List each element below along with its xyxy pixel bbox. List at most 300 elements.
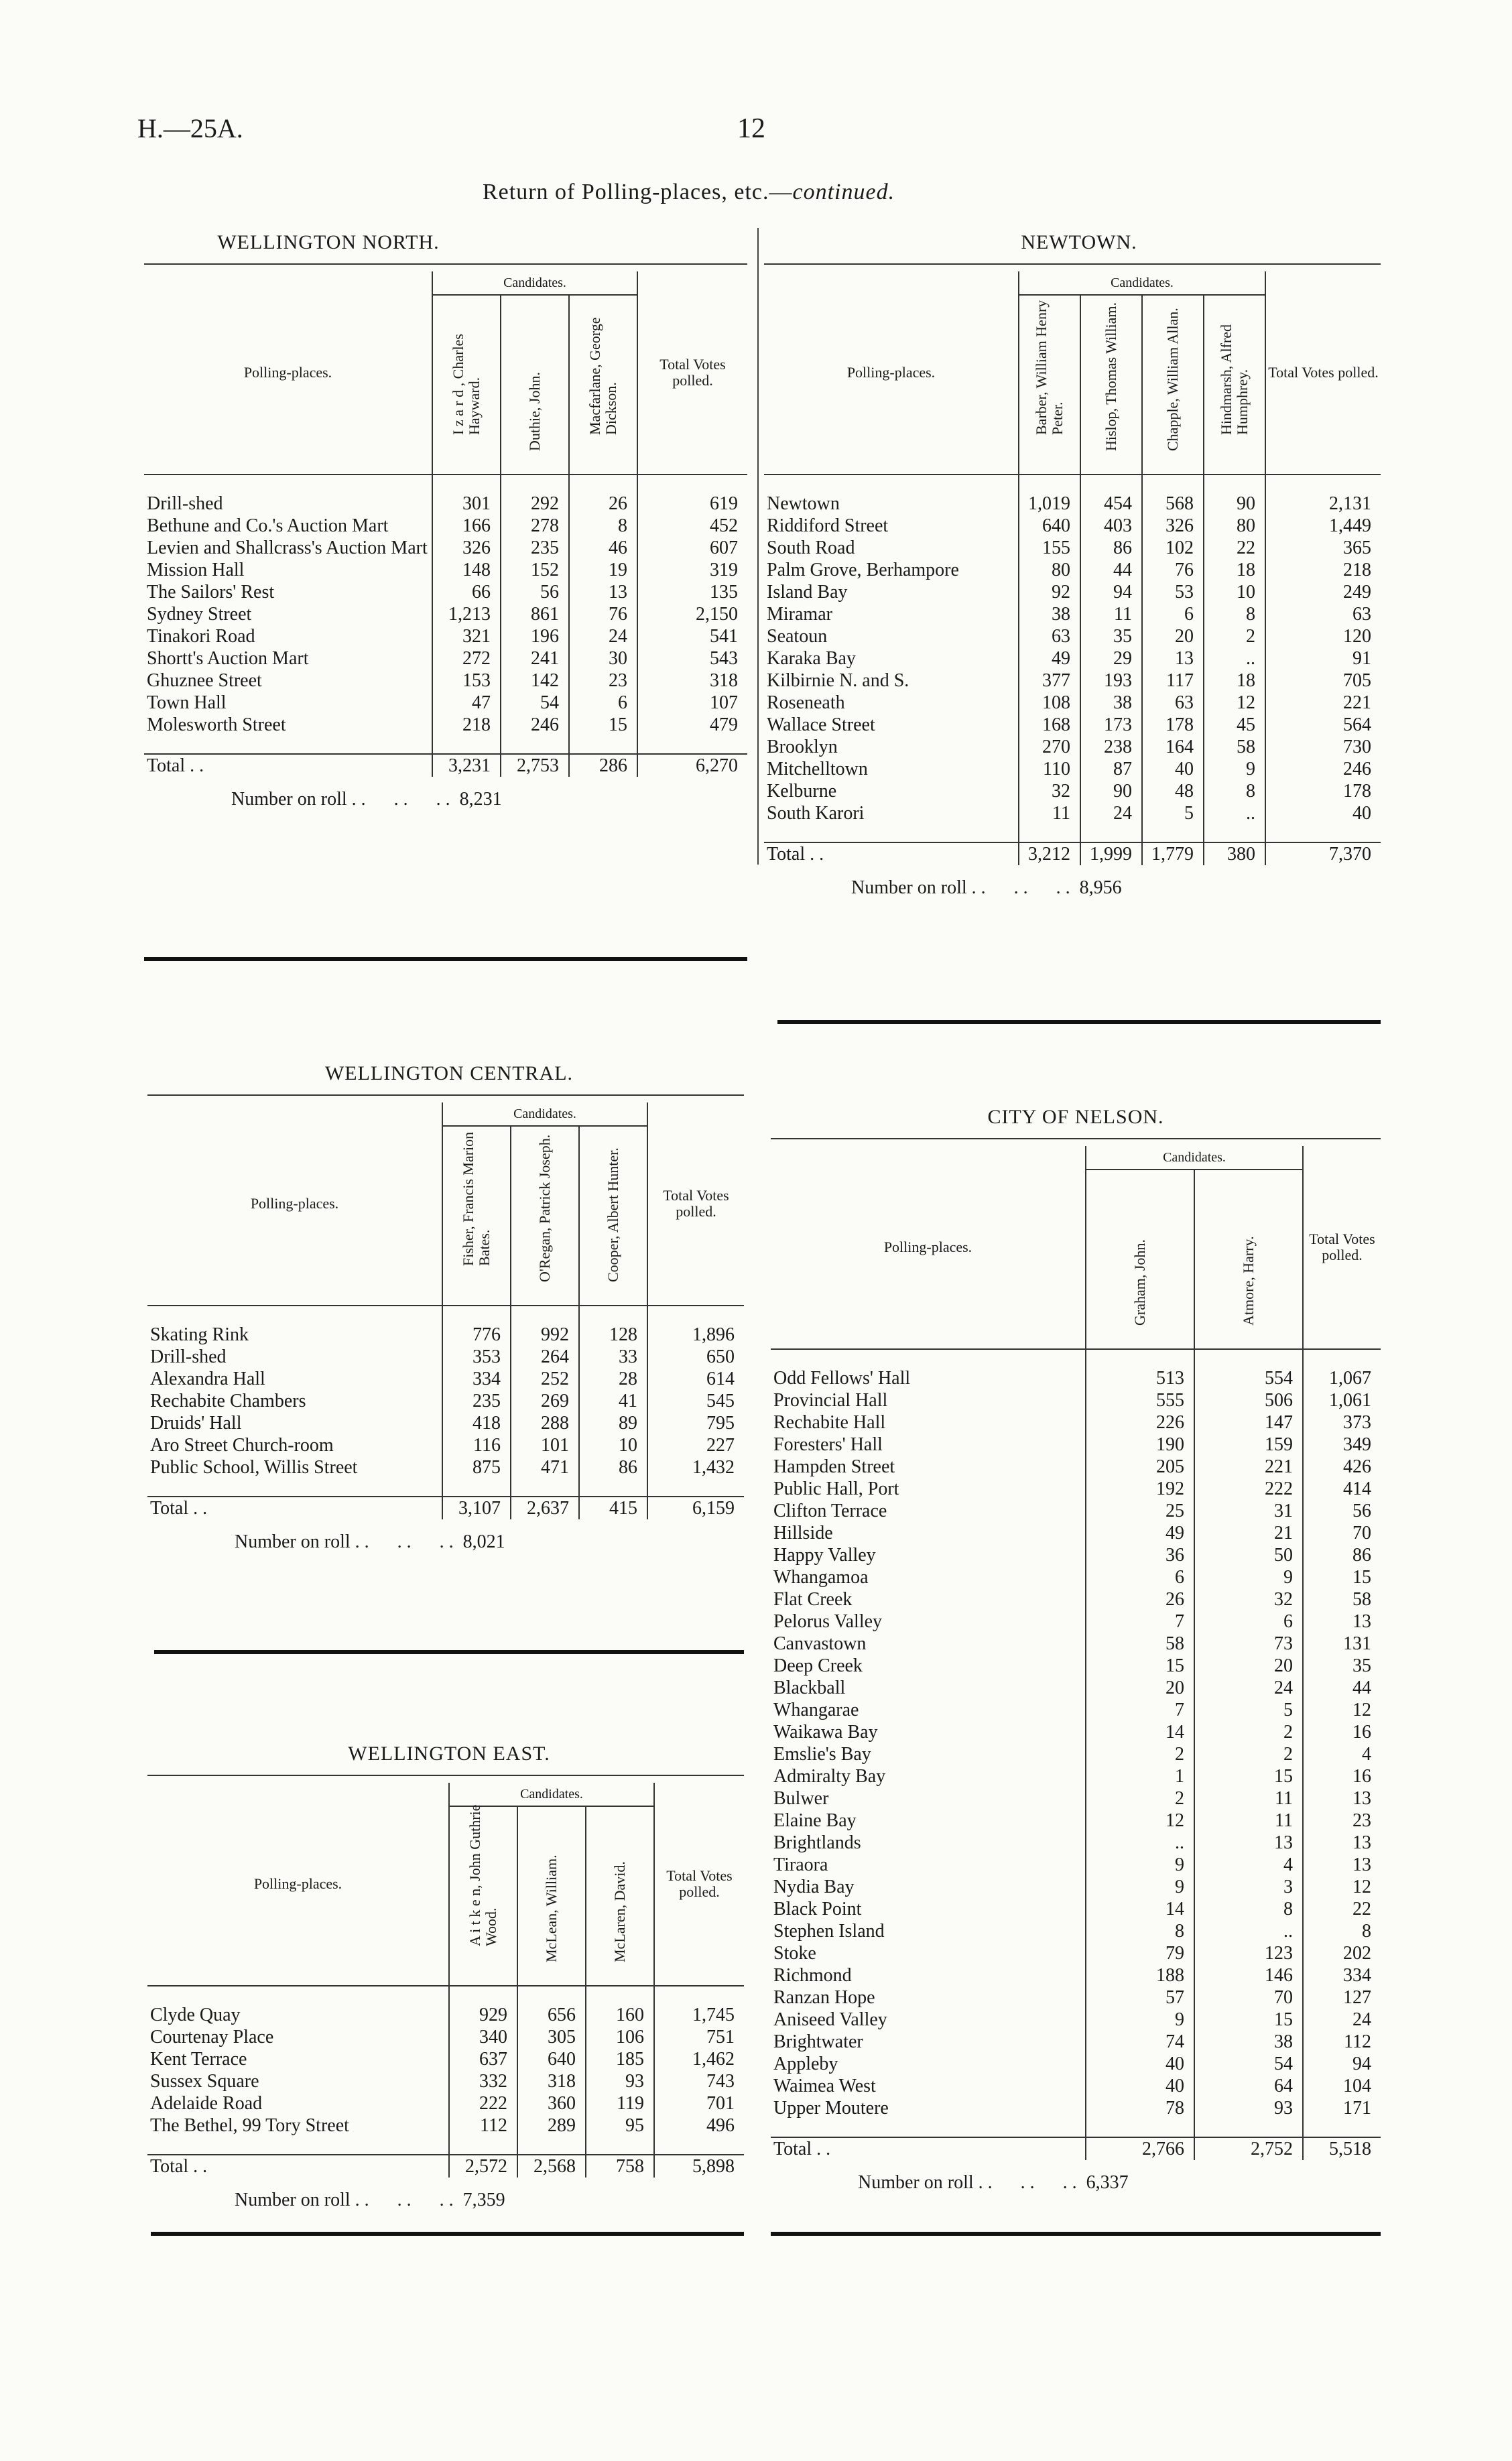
- vote-count: 12: [1086, 1810, 1194, 1832]
- vote-count: 640: [1019, 515, 1080, 537]
- row-total: 564: [1265, 714, 1381, 736]
- row-total: 541: [637, 625, 747, 647]
- number-on-roll: [858, 2172, 1381, 2194]
- row-total: 13: [1303, 1611, 1381, 1633]
- row-total: 107: [637, 692, 747, 714]
- row-total: 94: [1303, 2053, 1381, 2075]
- polling-place-name: Rechabite Hall: [773, 1412, 886, 1433]
- title-rule: [147, 1094, 744, 1096]
- subtitle-main: Return of Polling-places, etc.—: [483, 180, 793, 204]
- row-total: 8: [1303, 1920, 1381, 1942]
- vote-count: 18: [1204, 559, 1265, 581]
- polling-place-name: Seatoun: [767, 626, 828, 647]
- row-total: 650: [647, 1346, 744, 1368]
- vote-count: 153: [432, 670, 501, 692]
- polling-place-name: Nydia Bay: [773, 1877, 855, 1897]
- spacer: [647, 1478, 744, 1497]
- vote-count: 38: [1080, 692, 1142, 714]
- candidates-header: Candidates.: [1086, 1146, 1303, 1170]
- row-total: 70: [1303, 1522, 1381, 1544]
- spacer: [517, 1986, 586, 2004]
- vote-count: 272: [432, 647, 501, 670]
- vote-count: 164: [1142, 736, 1204, 758]
- table-row: [771, 1832, 1381, 1854]
- candidate-total: 2,568: [517, 2155, 586, 2178]
- totals-row: [144, 754, 747, 777]
- vote-count: 6: [1142, 603, 1204, 625]
- polling-table: [771, 1146, 1381, 2160]
- candidate-name: McLaren, David.: [611, 1861, 628, 1962]
- row-total: 607: [637, 537, 747, 559]
- candidate-name: Fisher, Francis Marion Bates.: [460, 1131, 493, 1266]
- vote-count: 32: [1019, 780, 1080, 802]
- spacer: [771, 1349, 1086, 1367]
- polling-place-name: Brightwater: [773, 2031, 863, 2052]
- vote-count: 776: [442, 1324, 511, 1346]
- table-row: [147, 2115, 744, 2137]
- polling-table: [144, 271, 747, 777]
- table-row: [771, 1854, 1381, 1876]
- polling-place-name: Odd Fellows' Hall: [773, 1368, 911, 1389]
- table-row: [771, 1765, 1381, 1787]
- polling-place-name: Kent Terrace: [150, 2049, 247, 2070]
- vote-count: 15: [1194, 1765, 1303, 1787]
- vote-count: 9: [1204, 758, 1265, 780]
- number-on-roll-label: Number on roll . . . . . .: [235, 2190, 463, 2210]
- table-row: [147, 1456, 744, 1478]
- vote-count: 5: [1194, 1699, 1303, 1721]
- vote-count: 25: [1086, 1500, 1194, 1522]
- row-total: 40: [1265, 802, 1381, 824]
- table-row: [771, 1544, 1381, 1566]
- row-total: 246: [1265, 758, 1381, 780]
- polling-place-name: Clyde Quay: [150, 2005, 241, 2025]
- polling-place-name: Levien and Shallcrass's Auction Mart: [147, 538, 428, 558]
- polling-place-name: Flat Creek: [773, 1589, 853, 1610]
- polling-place-name: Druids' Hall: [150, 1413, 242, 1434]
- spacer: [764, 824, 1019, 842]
- vote-count: 116: [442, 1434, 511, 1456]
- polling-table: [147, 1783, 744, 2178]
- vote-count: 63: [1019, 625, 1080, 647]
- vote-count: 22: [1204, 537, 1265, 559]
- polling-place-name: Brooklyn: [767, 737, 838, 757]
- row-total: 1,449: [1265, 515, 1381, 537]
- vote-count: 142: [501, 670, 569, 692]
- polling-place-name: Skating Rink: [150, 1324, 249, 1345]
- vote-count: 513: [1086, 1367, 1194, 1389]
- row-total: 426: [1303, 1456, 1381, 1478]
- candidate-name-header: [442, 1126, 511, 1306]
- table-row: [144, 603, 747, 625]
- candidate-total: 415: [579, 1497, 647, 1519]
- vote-count: 160: [586, 2004, 654, 2026]
- table-row: [764, 493, 1381, 515]
- row-total: 16: [1303, 1765, 1381, 1787]
- polling-place-name: Emslie's Bay: [773, 1744, 871, 1765]
- vote-count: 24: [1194, 1677, 1303, 1699]
- polling-places-header: Polling-places.: [144, 271, 432, 475]
- vote-count: 58: [1086, 1633, 1194, 1655]
- row-total: 2,150: [637, 603, 747, 625]
- polling-place-name: Ghuznee Street: [147, 670, 262, 691]
- vote-count: 305: [517, 2026, 586, 2048]
- vote-count: 73: [1194, 1633, 1303, 1655]
- vote-count: 929: [449, 2004, 517, 2026]
- spacer: [449, 1986, 517, 2004]
- candidate-name-header: [511, 1126, 579, 1306]
- candidate-name: Duthie, John.: [526, 372, 543, 451]
- candidate-name: O'Regan, Patrick Joseph.: [536, 1134, 553, 1282]
- row-total: 127: [1303, 1986, 1381, 2009]
- vote-count: 70: [1194, 1986, 1303, 2009]
- polling-place-name: Aro Street Church-room: [150, 1435, 334, 1456]
- vote-count: 40: [1142, 758, 1204, 780]
- vote-count: 235: [442, 1390, 511, 1412]
- section-divider-rule: [151, 2232, 744, 2236]
- row-total: 701: [654, 2092, 744, 2115]
- vote-count: 26: [1086, 1588, 1194, 1611]
- spacer: [511, 1306, 579, 1324]
- table-row: [771, 1456, 1381, 1478]
- vote-count: 48: [1142, 780, 1204, 802]
- vote-count: 146: [1194, 1964, 1303, 1986]
- polling-place-name: Island Bay: [767, 582, 848, 603]
- vote-count: 640: [517, 2048, 586, 2070]
- table-row: [771, 1411, 1381, 1434]
- polling-place-name: Molesworth Street: [147, 714, 286, 735]
- spacer: [432, 475, 501, 493]
- table-row: [147, 1412, 744, 1434]
- row-total: 23: [1303, 1810, 1381, 1832]
- polling-place-name: Brightlands: [773, 1832, 861, 1853]
- vote-count: 188: [1086, 1964, 1194, 1986]
- table-row: [771, 1743, 1381, 1765]
- vote-count: 403: [1080, 515, 1142, 537]
- vote-count: 190: [1086, 1434, 1194, 1456]
- vote-count: 218: [432, 714, 501, 736]
- polling-place-name: South Road: [767, 538, 855, 558]
- vote-count: 332: [449, 2070, 517, 2092]
- candidate-name: McLean, William.: [543, 1854, 560, 1962]
- table-row: [147, 2026, 744, 2048]
- polling-place-name: Waikawa Bay: [773, 1722, 878, 1743]
- row-total: 135: [637, 581, 747, 603]
- row-total: 178: [1265, 780, 1381, 802]
- vote-count: 117: [1142, 670, 1204, 692]
- polling-place-name: Appleby: [773, 2054, 838, 2074]
- polling-place-name: Upper Moutere: [773, 2098, 889, 2119]
- vote-count: 148: [432, 559, 501, 581]
- spacer: [147, 1306, 442, 1324]
- polling-place-name: Ranzan Hope: [773, 1987, 875, 2008]
- polling-place-name: The Bethel, 99 Tory Street: [150, 2115, 349, 2136]
- candidate-total: 2,752: [1194, 2137, 1303, 2160]
- table-row: [771, 2031, 1381, 2053]
- vote-count: 264: [511, 1346, 579, 1368]
- vote-count: 28: [579, 1368, 647, 1390]
- row-total: 795: [647, 1412, 744, 1434]
- table-row: [764, 780, 1381, 802]
- vote-count: 50: [1194, 1544, 1303, 1566]
- grand-total: 5,898: [654, 2155, 744, 2178]
- row-total: 543: [637, 647, 747, 670]
- table-row: [764, 714, 1381, 736]
- table-row: [771, 1655, 1381, 1677]
- vote-count: 53: [1142, 581, 1204, 603]
- row-total: 414: [1303, 1478, 1381, 1500]
- vote-count: 13: [569, 581, 637, 603]
- table-row: [771, 1920, 1381, 1942]
- table-row: [144, 537, 747, 559]
- candidate-name-header: [517, 1806, 586, 1986]
- candidate-name-header: [1204, 295, 1265, 475]
- title-rule: [147, 1775, 744, 1776]
- polling-place-name: Whangamoa: [773, 1567, 869, 1588]
- vote-count: 11: [1080, 603, 1142, 625]
- candidate-name-header: [579, 1126, 647, 1306]
- vote-count: 555: [1086, 1389, 1194, 1411]
- table-row: [771, 1876, 1381, 1898]
- vote-count: 6: [1086, 1566, 1194, 1588]
- candidate-name: Barber, William Henry Peter.: [1033, 300, 1066, 435]
- vote-count: 326: [432, 537, 501, 559]
- vote-count: ..: [1204, 647, 1265, 670]
- grand-total: 7,370: [1265, 842, 1381, 865]
- number-on-roll-value: 8,021: [462, 1531, 505, 1552]
- vote-count: 23: [569, 670, 637, 692]
- polling-place-name: Stephen Island: [773, 1921, 885, 1942]
- table-row: [147, 1390, 744, 1412]
- page-subtitle: [483, 180, 895, 205]
- row-total: 91: [1265, 647, 1381, 670]
- row-total: 705: [1265, 670, 1381, 692]
- vote-count: 76: [569, 603, 637, 625]
- totals-row: [147, 2155, 744, 2178]
- total-votes-header: Total Votes polled.: [647, 1102, 744, 1306]
- vote-count: 11: [1194, 1810, 1303, 1832]
- vote-count: 11: [1194, 1787, 1303, 1810]
- candidate-total: 3,212: [1019, 842, 1080, 865]
- vote-count: 35: [1080, 625, 1142, 647]
- vote-count: ..: [1086, 1832, 1194, 1854]
- vote-count: 80: [1019, 559, 1080, 581]
- spacer: [579, 1306, 647, 1324]
- polling-place-name: Bulwer: [773, 1788, 829, 1809]
- candidate-name-header: [501, 295, 569, 475]
- section-divider-rule: [777, 1020, 1381, 1024]
- vote-count: 360: [517, 2092, 586, 2115]
- table-row: [147, 1324, 744, 1346]
- table-row: [144, 581, 747, 603]
- row-total: 318: [637, 670, 747, 692]
- vote-count: 10: [579, 1434, 647, 1456]
- vote-count: 108: [1019, 692, 1080, 714]
- table-row: [771, 1367, 1381, 1389]
- vote-count: 506: [1194, 1389, 1303, 1411]
- row-total: 1,462: [654, 2048, 744, 2070]
- vote-count: 7: [1086, 1611, 1194, 1633]
- row-total: 13: [1303, 1787, 1381, 1810]
- table-row: [147, 1368, 744, 1390]
- row-total: 751: [654, 2026, 744, 2048]
- vote-count: 49: [1019, 647, 1080, 670]
- section-title: NEWTOWN.: [1021, 231, 1137, 253]
- vote-count: 3: [1194, 1876, 1303, 1898]
- table-row: [771, 1611, 1381, 1633]
- spacer: [637, 475, 747, 493]
- vote-count: 74: [1086, 2031, 1194, 2053]
- vote-count: 92: [1019, 581, 1080, 603]
- vote-count: 454: [1080, 493, 1142, 515]
- section-title: WELLINGTON EAST.: [348, 1743, 550, 1765]
- total-label: Total . .: [147, 1497, 442, 1519]
- spacer: [449, 2137, 517, 2155]
- table-row: [771, 1942, 1381, 1964]
- polling-places-header: Polling-places.: [771, 1146, 1086, 1349]
- number-on-roll-value: 7,359: [462, 2190, 505, 2210]
- row-total: 120: [1265, 625, 1381, 647]
- vote-count: 93: [586, 2070, 654, 2092]
- vote-count: 45: [1204, 714, 1265, 736]
- vote-count: 193: [1080, 670, 1142, 692]
- vote-count: 46: [569, 537, 637, 559]
- vote-count: 278: [501, 515, 569, 537]
- table-row: [147, 1346, 744, 1368]
- number-on-roll: [231, 789, 747, 810]
- table-row: [147, 2092, 744, 2115]
- candidate-name-header: [1019, 295, 1080, 475]
- row-total: 1,745: [654, 2004, 744, 2026]
- polling-place-name: Deep Creek: [773, 1655, 863, 1676]
- vote-count: 95: [586, 2115, 654, 2137]
- candidates-header: Candidates.: [432, 271, 637, 295]
- candidate-name: Chapple, William Allan.: [1164, 308, 1181, 451]
- vote-count: 86: [579, 1456, 647, 1478]
- vote-count: 40: [1086, 2053, 1194, 2075]
- number-on-roll: [235, 1531, 744, 1553]
- vote-count: 29: [1080, 647, 1142, 670]
- table-row: [144, 493, 747, 515]
- candidate-name-header: [586, 1806, 654, 1986]
- row-total: 112: [1303, 2031, 1381, 2053]
- table-row: [771, 1986, 1381, 2009]
- polling-place-name: Rechabite Chambers: [150, 1391, 306, 1411]
- polling-place-name: Palm Grove, Berhampore: [767, 560, 959, 580]
- spacer: [569, 736, 637, 754]
- row-total: 479: [637, 714, 747, 736]
- spacer: [1303, 2119, 1381, 2137]
- number-on-roll-label: Number on roll . . . . . .: [235, 1531, 463, 1552]
- vote-count: 656: [517, 2004, 586, 2026]
- vote-count: 568: [1142, 493, 1204, 515]
- spacer: [1019, 824, 1080, 842]
- section-divider-rule: [154, 1650, 744, 1654]
- polling-place-name: Miramar: [767, 604, 832, 625]
- polling-table: [764, 271, 1381, 865]
- vote-count: 24: [569, 625, 637, 647]
- vote-count: 54: [1194, 2053, 1303, 2075]
- vote-count: 270: [1019, 736, 1080, 758]
- table-row: [771, 1478, 1381, 1500]
- polling-place-name: Blackball: [773, 1678, 846, 1698]
- spacer: [586, 2137, 654, 2155]
- candidate-total: 3,107: [442, 1497, 511, 1519]
- polling-place-name: Waimea West: [773, 2076, 876, 2096]
- polling-place-name: Mission Hall: [147, 560, 245, 580]
- vote-count: 152: [501, 559, 569, 581]
- vote-count: 32: [1194, 1588, 1303, 1611]
- candidate-name: Atmore, Harry.: [1240, 1236, 1257, 1326]
- row-total: 1,067: [1303, 1367, 1381, 1389]
- vote-count: 40: [1086, 2075, 1194, 2097]
- row-total: 249: [1265, 581, 1381, 603]
- polling-place-name: Elaine Bay: [773, 1810, 857, 1831]
- polling-place-name: Town Hall: [147, 692, 227, 713]
- spacer: [654, 2137, 744, 2155]
- row-total: 452: [637, 515, 747, 537]
- polling-place-name: Hampden Street: [773, 1456, 895, 1477]
- vote-count: 9: [1194, 1566, 1303, 1588]
- vote-count: 9: [1086, 1854, 1194, 1876]
- polling-place-name: Pelorus Valley: [773, 1611, 883, 1632]
- polling-place-name: Mitchelltown: [767, 759, 868, 779]
- polling-place-name: Public School, Willis Street: [150, 1457, 358, 1478]
- table-row: [764, 625, 1381, 647]
- spacer: [1204, 824, 1265, 842]
- subtitle-continued: continued.: [792, 180, 895, 204]
- vote-count: 159: [1194, 1434, 1303, 1456]
- spacer: [1142, 824, 1204, 842]
- vote-count: 90: [1080, 780, 1142, 802]
- row-total: 56: [1303, 1500, 1381, 1522]
- vote-count: ..: [1194, 1920, 1303, 1942]
- table-row: [764, 581, 1381, 603]
- vote-count: 123: [1194, 1942, 1303, 1964]
- row-total: 227: [647, 1434, 744, 1456]
- vote-count: 246: [501, 714, 569, 736]
- vote-count: 63: [1142, 692, 1204, 714]
- vote-count: 101: [511, 1434, 579, 1456]
- totals-row: [764, 842, 1381, 865]
- polling-place-name: Kelburne: [767, 781, 837, 802]
- vote-count: 554: [1194, 1367, 1303, 1389]
- vote-count: 5: [1142, 802, 1204, 824]
- row-total: 218: [1265, 559, 1381, 581]
- vote-count: 196: [501, 625, 569, 647]
- spacer: [1194, 1349, 1303, 1367]
- table-row: [144, 692, 747, 714]
- spacer: [586, 1986, 654, 2004]
- totals-row: [771, 2137, 1381, 2160]
- vote-count: 15: [1194, 2009, 1303, 2031]
- vote-count: 78: [1086, 2097, 1194, 2119]
- number-on-roll-value: 8,956: [1079, 877, 1122, 898]
- polling-place-name: Happy Valley: [773, 1545, 876, 1566]
- table-row: [764, 802, 1381, 824]
- table-row: [764, 647, 1381, 670]
- vote-count: 49: [1086, 1522, 1194, 1544]
- vote-count: 102: [1142, 537, 1204, 559]
- vote-count: 56: [501, 581, 569, 603]
- spacer: [517, 2137, 586, 2155]
- vote-count: 14: [1086, 1898, 1194, 1920]
- vote-count: 10: [1204, 581, 1265, 603]
- total-votes-header: Total Votes polled.: [1303, 1146, 1381, 1349]
- polling-place-name: Riddiford Street: [767, 515, 889, 536]
- table-row: [771, 1677, 1381, 1699]
- candidates-header: Candidates.: [442, 1102, 647, 1126]
